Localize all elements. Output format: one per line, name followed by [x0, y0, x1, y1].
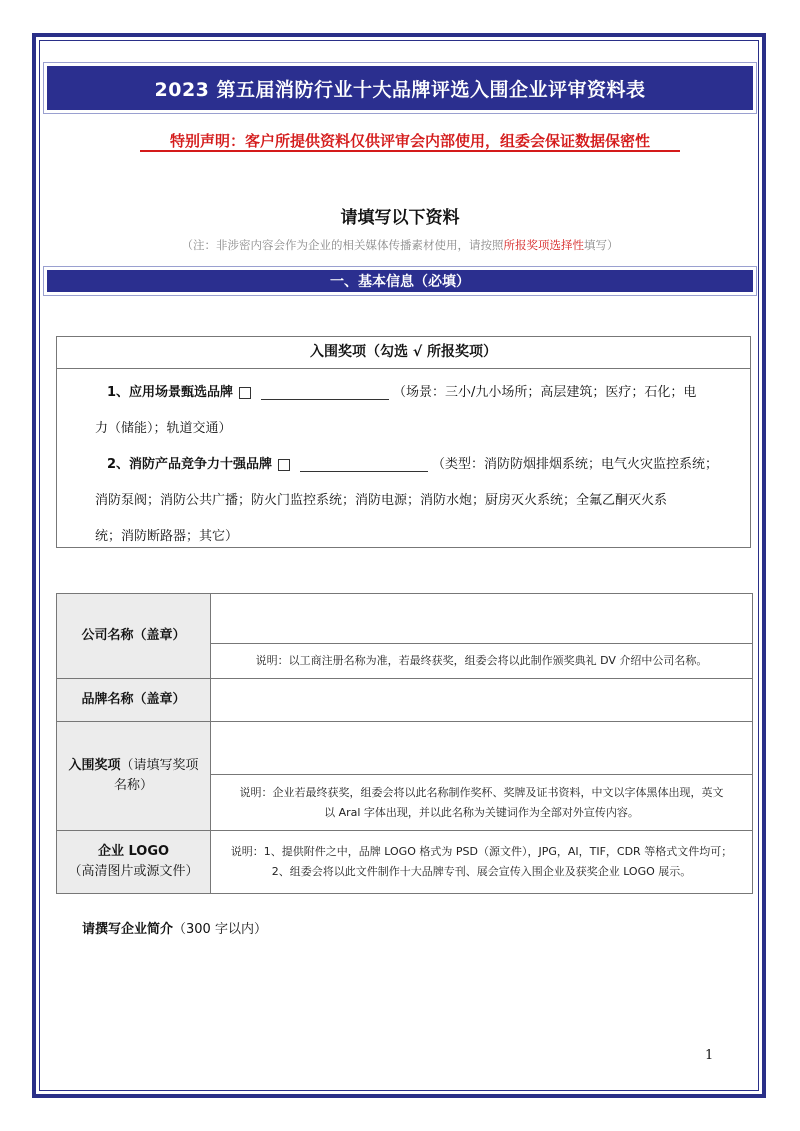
award-item-1 [107, 375, 740, 411]
award-1-blank[interactable] [261, 385, 389, 400]
confidentiality-notice: 特别声明：客户所提供资料仅供评审会内部使用，组委会保证数据保密性 [169, 132, 650, 150]
logo-note-line2: 2、组委会将以此文件制作十大品牌专刊、展会宣传入围企业及获奖企业 LOGO 展示。 [271, 865, 692, 878]
notice-underline [140, 150, 680, 152]
award-name-field[interactable] [211, 722, 753, 775]
section-banner [43, 266, 757, 296]
page-title: 2023 第五届消防行业十大品牌评选入围企业评审资料表 [47, 66, 753, 110]
award-2-blank[interactable] [300, 457, 428, 472]
award-2-desc-line2: 消防泵阀；消防公共广播；防火门监控系统；消防电源；消防水炮；厨房灭火系统；全氟乙酮灭火系 [95, 493, 668, 508]
award-selection-box [56, 336, 751, 548]
award-note-line1: 说明：企业若最终获奖，组委会将以此名称制作奖杯、奖牌及证书资料，中文以字体黑体出现，英文 [239, 785, 724, 799]
fill-note-highlight: 所报奖项选择性 [503, 238, 584, 252]
page-number: 1 [705, 1048, 714, 1063]
award-name-label-rest2: 名称） [113, 778, 153, 793]
company-name-note: 说明：以工商注册名称为准，若最终获奖，组委会将以此制作颁奖典礼 DV 介绍中公司名称。 [211, 644, 753, 679]
award-name-note [211, 775, 753, 831]
logo-note-line1: 说明：1、提供附件之中，品牌 LOGO 格式为 PSD（源文件），JPG，AI，TIF，CDR 等格式文件均可； [230, 845, 733, 858]
fill-in-note [0, 237, 800, 253]
award-1-desc-line1: （场景：三小/九小场所；高层建筑；医疗；石化；电 [393, 385, 697, 400]
intro-rest: （300 字以内） [173, 922, 267, 937]
award-2-desc-line1: （类型：消防防烟排烟系统；电气火灾监控系统； [432, 457, 719, 472]
section-title: 一、基本信息（必填） [47, 270, 753, 292]
brand-name-label: 品牌名称（盖章） [57, 679, 211, 722]
title-banner [43, 62, 757, 114]
intro-bold: 请撰写企业简介 [82, 922, 174, 937]
company-intro-prompt [82, 918, 267, 937]
logo-label [57, 831, 211, 894]
award-1-desc-line2: 力（储能）；轨道交通） [95, 421, 232, 436]
award-2-checkbox[interactable] [278, 459, 290, 471]
brand-name-field[interactable] [211, 679, 753, 722]
award-header: 入围奖项（勾选 √ 所报奖项） [57, 337, 750, 369]
logo-note [211, 831, 753, 894]
fill-note-suffix: 填写） [584, 238, 619, 252]
award-2-label: 2、消防产品竞争力十强品牌 [107, 457, 273, 472]
award-name-label-rest1: （请填写奖项 [120, 758, 199, 773]
award-1-checkbox[interactable] [239, 387, 251, 399]
award-note-line2: 以 Aral 字体出现，并以此名称为关键词作为全部对外宣传内容。 [324, 805, 639, 819]
award-1-label: 1、应用场景甄选品牌 [107, 385, 234, 400]
basic-info-table [56, 593, 753, 894]
company-name-label: 公司名称（盖章） [57, 594, 211, 679]
logo-label-line2: （高清图片或源文件） [68, 864, 199, 879]
award-name-label [57, 722, 211, 831]
award-name-label-bold: 入围奖项 [68, 758, 121, 773]
company-name-field[interactable] [211, 594, 753, 644]
logo-label-line1: 企业 LOGO [97, 844, 170, 859]
fill-note-prefix: （注：非涉密内容会作为企业的相关媒体传播素材使用，请按照 [181, 238, 504, 252]
award-item-2 [107, 447, 740, 483]
award-2-desc-line3: 统；消防断路器；其它） [95, 529, 239, 544]
fill-in-heading: 请填写以下资料 [340, 208, 460, 228]
